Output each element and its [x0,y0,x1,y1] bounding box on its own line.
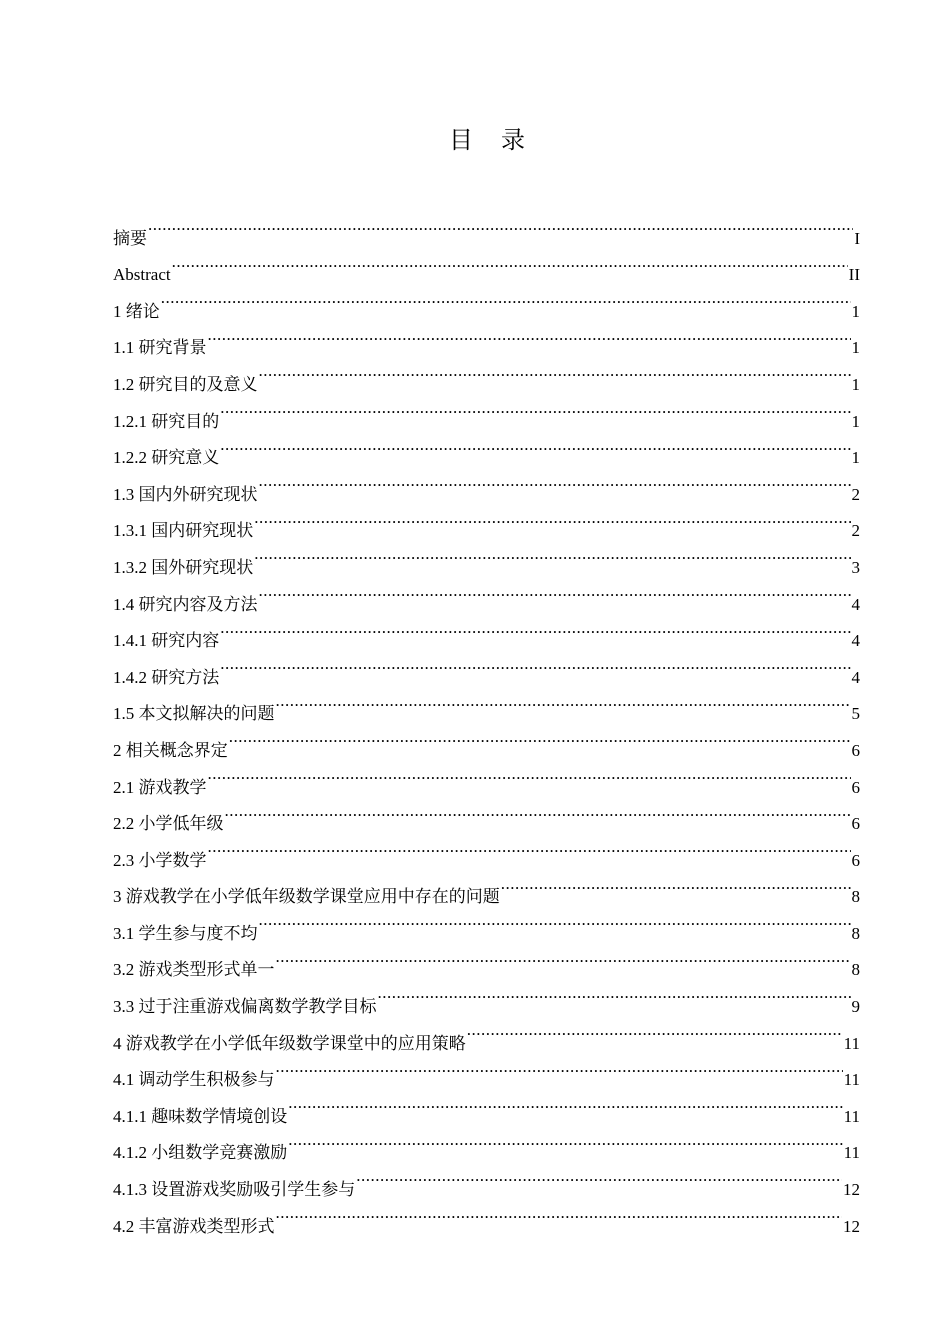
toc-entry[interactable] [113,683,860,724]
page-title [0,122,950,158]
toc-entry-label: 2.3 小学数学 [113,850,207,870]
toc-entry-label: 1.4 研究内容及方法 [113,594,258,614]
toc-dot-leader [220,427,850,464]
toc-entry-page-number: 11 [843,1143,860,1163]
toc-entry-page-number: 1 [851,411,860,431]
toc-dot-leader [220,610,850,647]
toc-entry-label: 4.1.1 趣味数学情境创设 [113,1106,288,1126]
toc-dot-leader [276,1049,843,1086]
toc-entry-label: 4 游戏教学在小学低年级数学课堂中的应用策略 [113,1033,466,1053]
toc-entry[interactable] [113,427,860,468]
toc-dot-leader [259,902,851,939]
toc-entry-page-number: 1 [851,448,860,468]
toc-entry-page-number: 1 [851,301,860,321]
toc-dot-leader [254,500,850,537]
toc-dot-leader [208,756,851,793]
toc-entry[interactable] [113,610,860,651]
toc-entry-page-number: 8 [851,960,860,980]
toc-entry[interactable] [113,207,860,248]
toc-entry-label: 3 游戏教学在小学低年级数学课堂应用中存在的问题 [113,887,500,907]
toc-entry-page-number: 2 [851,484,860,504]
toc-entry-page-number: 12 [843,1216,860,1236]
toc-dot-leader [356,1158,842,1195]
toc-entry-label: 4.1 调动学生积极参与 [113,1070,275,1090]
title-char-left: 目 [449,126,473,154]
table-of-contents [113,207,860,1236]
toc-entry[interactable] [113,353,860,394]
toc-dot-leader [288,1122,842,1159]
toc-entry-page-number: 11 [843,1033,860,1053]
toc-entry[interactable] [113,390,860,431]
toc-dot-leader [220,390,850,427]
toc-entry-label: 3.1 学生参与度不均 [113,923,258,943]
toc-dot-leader [161,280,851,317]
toc-dot-leader [225,793,851,830]
toc-entry-label: 1.3.2 国外研究现状 [113,557,254,577]
toc-dot-leader [467,1012,843,1049]
toc-dot-leader [208,317,851,354]
toc-entry-page-number: 12 [843,1180,860,1200]
toc-entry-page-number: 6 [851,850,860,870]
toc-dot-leader [208,829,851,866]
toc-dot-leader [220,646,850,683]
toc-dot-leader [276,939,851,976]
title-char-right: 录 [501,126,525,154]
toc-entry-label: 1.5 本文拟解决的问题 [113,704,275,724]
toc-entry-label: 摘要 [113,228,147,248]
toc-entry-page-number: 8 [851,923,860,943]
toc-entry-label: Abstract [113,265,171,285]
toc-dot-leader [254,536,850,573]
toc-entry-page-number: 3 [851,557,860,577]
toc-entry[interactable] [113,280,860,321]
toc-entry-page-number: 4 [851,631,860,651]
toc-entry-page-number: 11 [843,1106,860,1126]
toc-dot-leader [229,719,851,756]
toc-entry[interactable] [113,756,860,797]
toc-entry-label: 1.1 研究背景 [113,338,207,358]
toc-entry[interactable] [113,244,860,285]
toc-entry-label: 2 相关概念界定 [113,740,228,760]
toc-entry-label: 3.3 过于注重游戏偏离数学教学目标 [113,997,377,1017]
toc-entry[interactable] [113,317,860,358]
toc-entry-page-number: 6 [851,814,860,834]
toc-dot-leader [288,1085,842,1122]
toc-entry-page-number: 6 [851,777,860,797]
toc-dot-leader [172,244,848,281]
toc-entry-label: 1.4.2 研究方法 [113,667,220,687]
toc-entry-label: 1.3.1 国内研究现状 [113,521,254,541]
toc-entry[interactable] [113,463,860,504]
toc-entry-page-number: 5 [851,704,860,724]
toc-entry-label: 4.1.3 设置游戏奖励吸引学生参与 [113,1180,356,1200]
toc-entry-label: 1.2.1 研究目的 [113,411,220,431]
toc-dot-leader [259,463,851,500]
toc-entry-label: 1 绪论 [113,301,160,321]
toc-entry-page-number: 6 [851,740,860,760]
toc-dot-leader [259,353,851,390]
toc-entry-page-number: 11 [843,1070,860,1090]
toc-entry-label: 3.2 游戏类型形式单一 [113,960,275,980]
toc-entry-label: 2.1 游戏教学 [113,777,207,797]
toc-entry[interactable] [113,829,860,870]
toc-dot-leader [378,975,851,1012]
toc-entry-page-number: 1 [851,338,860,358]
toc-entry-label: 1.2 研究目的及意义 [113,374,258,394]
toc-entry-label: 1.2.2 研究意义 [113,448,220,468]
toc-entry-page-number: 4 [851,594,860,614]
toc-dot-leader [276,1195,843,1232]
toc-dot-leader [276,683,851,720]
toc-entry[interactable] [113,866,860,907]
toc-entry-page-number: I [854,228,860,248]
toc-entry-page-number: II [848,265,860,285]
toc-entry-page-number: 8 [851,887,860,907]
toc-entry-label: 2.2 小学低年级 [113,814,224,834]
toc-entry-label: 4.2 丰富游戏类型形式 [113,1216,275,1236]
toc-entry[interactable] [113,793,860,834]
toc-entry-page-number: 4 [851,667,860,687]
toc-entry-label: 4.1.2 小组数学竞赛激励 [113,1143,288,1163]
toc-entry-label: 1.3 国内外研究现状 [113,484,258,504]
toc-entry-page-number: 1 [851,374,860,394]
toc-dot-leader [148,207,853,244]
toc-entry-page-number: 9 [851,997,860,1017]
toc-dot-leader [259,573,851,610]
toc-entry[interactable] [113,646,860,687]
toc-entry-page-number: 2 [851,521,860,541]
toc-entry-label: 1.4.1 研究内容 [113,631,220,651]
toc-dot-leader [501,866,851,903]
